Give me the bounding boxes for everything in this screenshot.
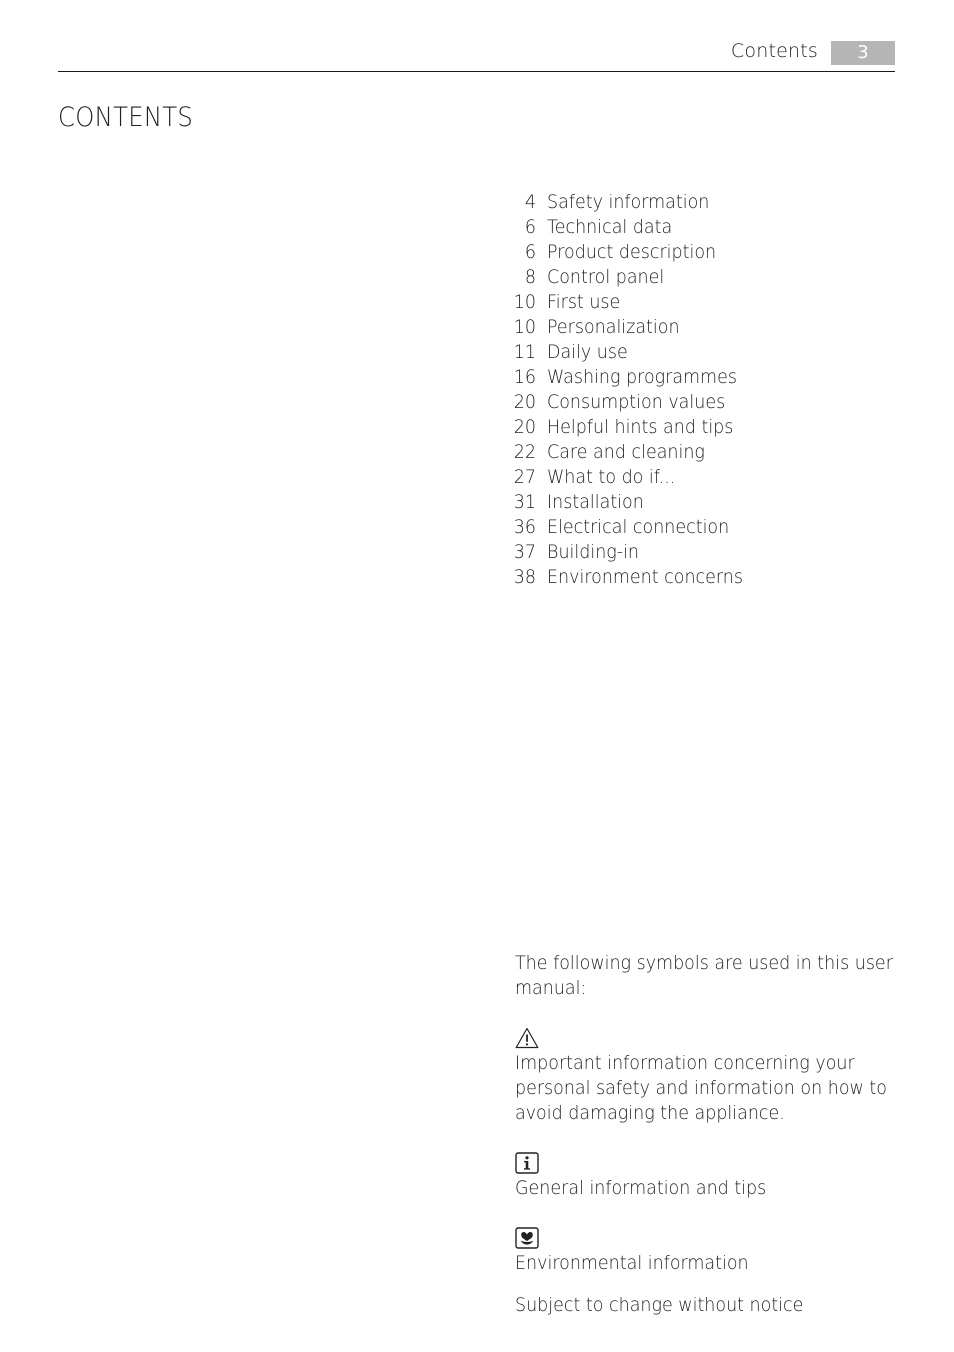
environment-icon — [515, 1227, 900, 1251]
header-section-title: Contents — [730, 40, 818, 62]
toc-label: Safety information — [547, 191, 710, 213]
toc-page-number: 10 — [513, 316, 536, 338]
table-of-contents — [505, 190, 905, 590]
environment-description: Environmental information — [515, 1252, 749, 1274]
toc-page-number: 22 — [513, 441, 536, 463]
warning-triangle-icon — [515, 1027, 900, 1051]
symbols-intro: The following symbols are used in this user manual: — [515, 952, 893, 999]
toc-item[interactable] — [505, 340, 905, 365]
toc-item[interactable] — [505, 215, 905, 240]
toc-page-number: 16 — [513, 366, 536, 388]
toc-item[interactable] — [505, 390, 905, 415]
toc-label: First use — [547, 291, 621, 313]
toc-item[interactable] — [505, 565, 905, 590]
toc-item[interactable] — [505, 265, 905, 290]
toc-label: Care and cleaning — [547, 441, 705, 463]
toc-page-number: 31 — [513, 491, 536, 513]
toc-item[interactable] — [505, 315, 905, 340]
page-title: CONTENTS — [58, 102, 194, 133]
toc-page-number: 10 — [513, 291, 536, 313]
toc-label: Installation — [547, 491, 644, 513]
toc-page-number: 8 — [524, 266, 536, 288]
toc-label: Washing programmes — [547, 366, 737, 388]
toc-label: Electrical connection — [547, 516, 730, 538]
toc-label: Environment concerns — [547, 566, 743, 588]
toc-page-number: 37 — [513, 541, 536, 563]
toc-item[interactable] — [505, 415, 905, 440]
toc-item[interactable] — [505, 440, 905, 465]
page-number-badge: 3 — [831, 41, 895, 65]
symbols-legend — [515, 951, 900, 1318]
toc-item[interactable] — [505, 515, 905, 540]
toc-page-number: 27 — [513, 466, 536, 488]
toc-label: Product description — [547, 241, 717, 263]
toc-item[interactable] — [505, 465, 905, 490]
toc-label: Technical data — [547, 216, 673, 238]
toc-page-number: 6 — [524, 241, 536, 263]
toc-page-number: 38 — [513, 566, 536, 588]
info-icon — [515, 1152, 900, 1176]
toc-item[interactable] — [505, 190, 905, 215]
toc-page-number: 20 — [513, 416, 536, 438]
toc-page-number: 36 — [513, 516, 536, 538]
toc-label: Helpful hints and tips — [547, 416, 734, 438]
change-notice: Subject to change without notice — [515, 1294, 804, 1316]
info-description: General information and tips — [515, 1177, 767, 1199]
toc-item[interactable] — [505, 540, 905, 565]
toc-item[interactable] — [505, 290, 905, 315]
toc-label: Building-in — [547, 541, 640, 563]
toc-page-number: 6 — [524, 216, 536, 238]
toc-label: Personalization — [547, 316, 680, 338]
toc-label: Control panel — [547, 266, 665, 288]
warning-description: Important information concerning your personal safety and information on how to avoid damaging the appliance. — [515, 1052, 887, 1124]
toc-label: Daily use — [547, 341, 628, 363]
toc-item[interactable] — [505, 490, 905, 515]
toc-page-number: 20 — [513, 391, 536, 413]
toc-page-number: 11 — [513, 341, 536, 363]
toc-page-number: 4 — [524, 191, 536, 213]
page-header — [58, 38, 895, 72]
toc-label: What to do if... — [547, 466, 676, 488]
toc-item[interactable] — [505, 365, 905, 390]
toc-item[interactable] — [505, 240, 905, 265]
toc-label: Consumption values — [547, 391, 726, 413]
